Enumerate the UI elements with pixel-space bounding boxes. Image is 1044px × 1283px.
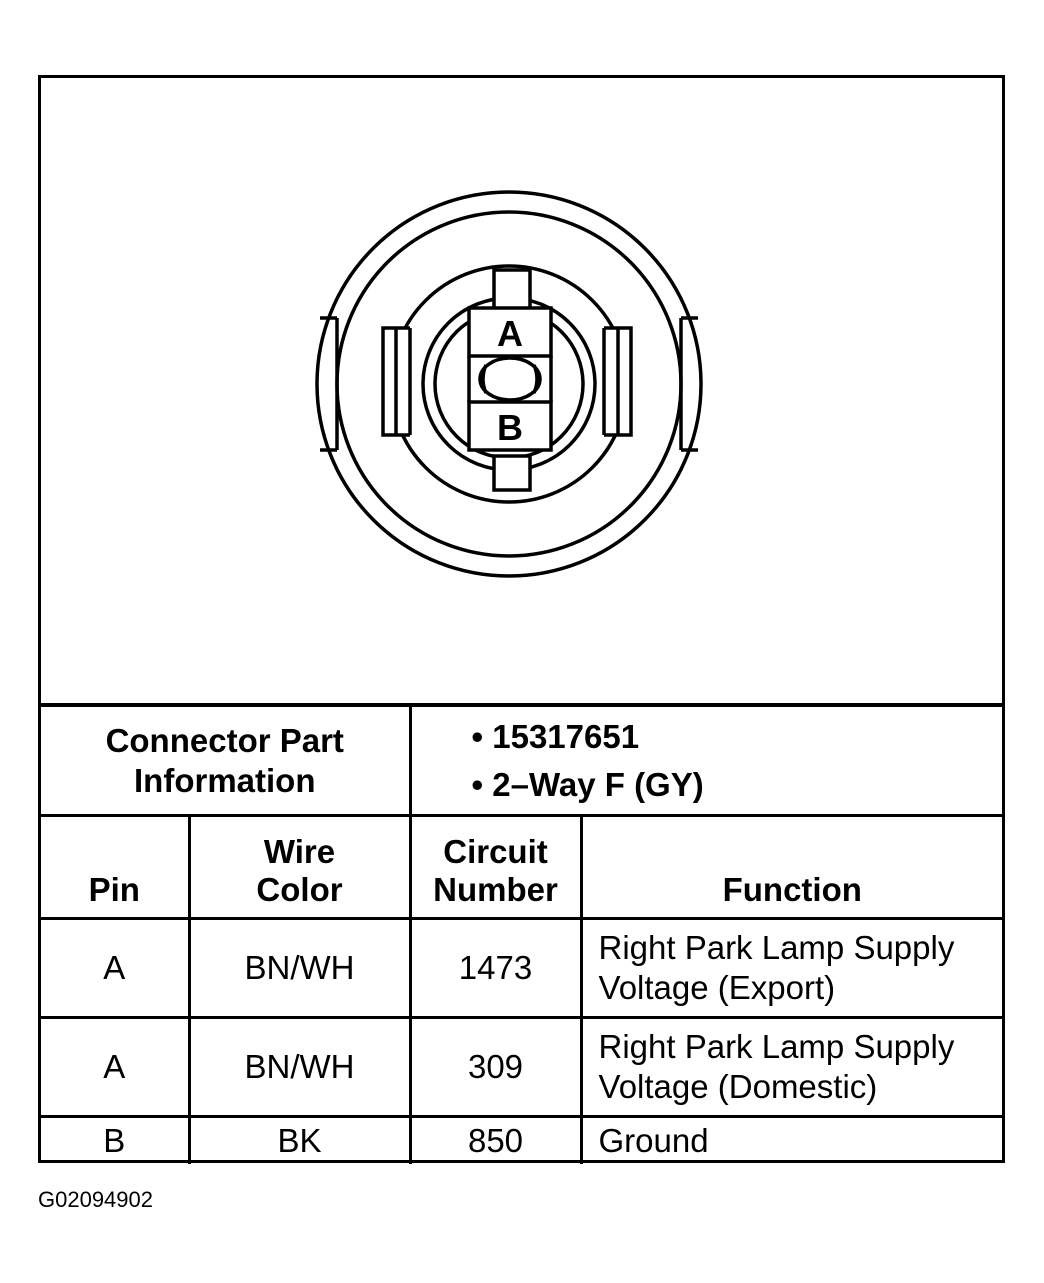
bottom-key — [494, 456, 530, 490]
cell-function: Right Park Lamp Supply Voltage (Export) — [581, 919, 1002, 1018]
cell-function: Ground — [581, 1117, 1002, 1165]
cell-circuit: 1473 — [410, 919, 581, 1018]
pin-b-label: B — [497, 407, 523, 448]
cell-function: Right Park Lamp Supply Voltage (Domestic) — [581, 1018, 1002, 1117]
cell-wire-color: BK — [189, 1117, 410, 1165]
table-header-row — [41, 816, 1002, 919]
connector-info-list — [410, 705, 1002, 816]
cell-circuit: 850 — [410, 1117, 581, 1165]
terminal-oval — [480, 358, 540, 400]
table-row — [41, 1117, 1002, 1165]
pin-a-label: A — [497, 313, 523, 354]
connector-face-diagram — [41, 78, 1002, 703]
table-row — [41, 1018, 1002, 1117]
connector-figure — [38, 75, 1005, 1163]
cell-pin: B — [41, 1117, 189, 1165]
connector-face-drawing — [41, 78, 1002, 703]
cell-circuit: 309 — [410, 1018, 581, 1117]
header-circuit-number: Circuit Number — [410, 816, 581, 919]
pinout-table — [41, 703, 1002, 1164]
connector-info-row — [41, 705, 1002, 816]
cell-pin: A — [41, 1018, 189, 1117]
cell-wire-color: BN/WH — [189, 919, 410, 1018]
figure-id: G02094902 — [38, 1187, 153, 1212]
header-function: Function — [581, 816, 1002, 919]
table-row — [41, 919, 1002, 1018]
connector-info-item: • 15317651 — [471, 717, 640, 755]
cell-pin: A — [41, 919, 189, 1018]
header-pin: Pin — [41, 816, 189, 919]
header-wire-color: Wire Color — [189, 816, 410, 919]
connector-info-item: • 2–Way F (GY) — [471, 765, 704, 803]
cell-wire-color: BN/WH — [189, 1018, 410, 1117]
connector-info-label: Connector Part Information — [41, 705, 410, 816]
